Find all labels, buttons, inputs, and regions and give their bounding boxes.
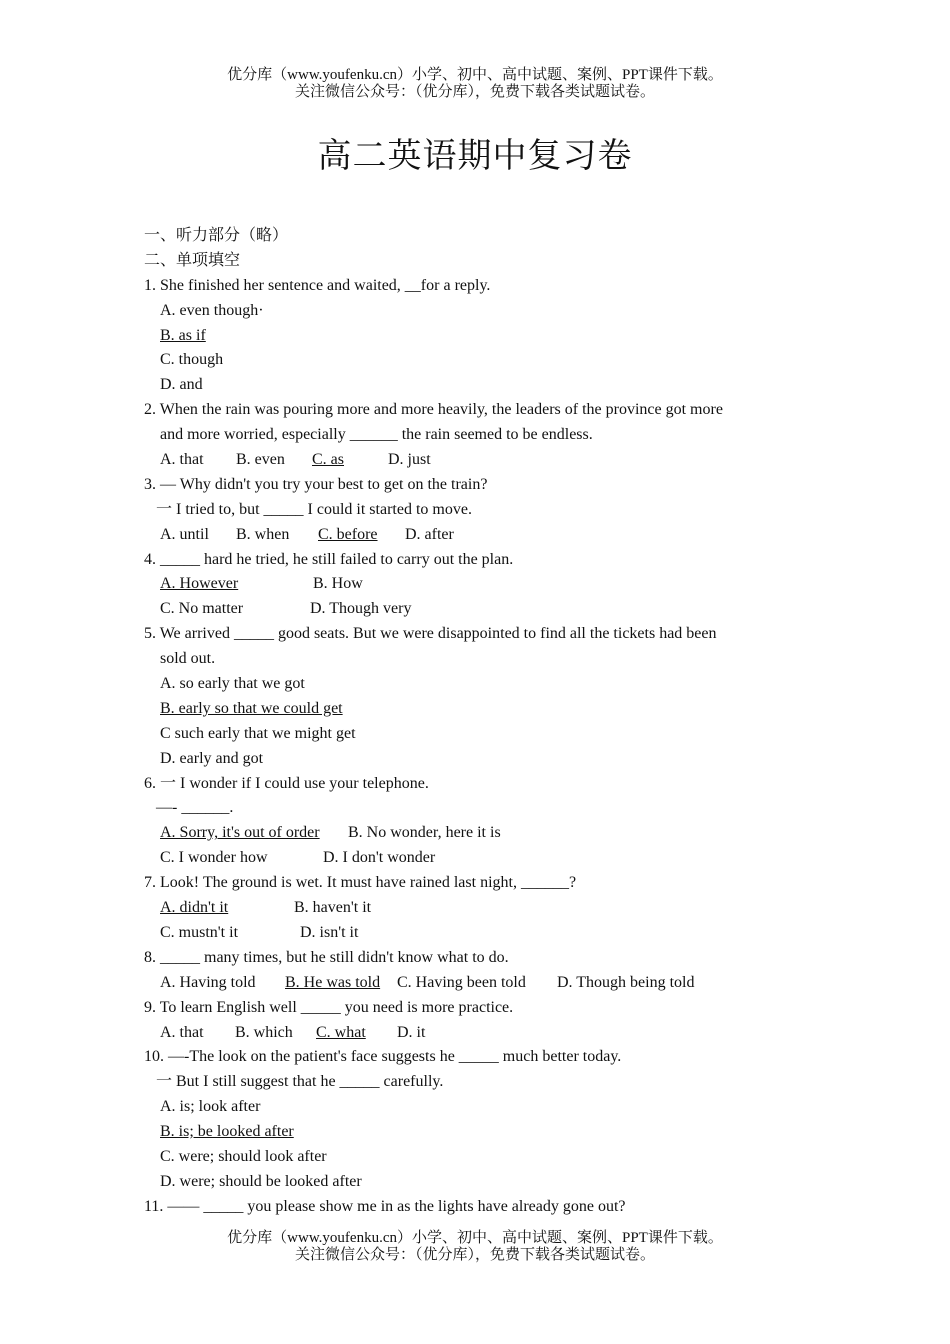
- q7-options-row-2: [144, 921, 784, 946]
- question-11-stem: 11. —— _____ you please show me in as the lights have already gone out?: [144, 1197, 626, 1215]
- question-3-stem-line-1: 3. — Why didn't you try your best to get on the train?: [144, 475, 488, 493]
- section-listening: 一、听力部分（略）: [144, 227, 289, 244]
- q7-option-d: D. isn't it: [300, 923, 359, 941]
- question-8-stem: 8. _____ many times, but he still didn't know what to do.: [144, 948, 509, 966]
- q8-option-c: C. Having been told: [397, 973, 526, 991]
- q6-option-b: B. No wonder, here it is: [348, 824, 501, 842]
- q8-options: [144, 971, 784, 996]
- q10-option-b: [144, 1120, 784, 1145]
- q7-answer-a: A. didn't it: [160, 899, 229, 917]
- q8-option-a: A. Having told: [160, 973, 256, 991]
- q3-option-a: A. until: [160, 525, 209, 543]
- question-9-stem: 9. To learn English well _____ you need is more practice.: [144, 998, 514, 1016]
- q2-options: [144, 448, 784, 473]
- q4-options-row-1: [144, 572, 784, 597]
- q2-option-a: A. that: [160, 451, 204, 469]
- q10-option-c: C. were; should look after: [160, 1147, 327, 1165]
- page-footer: [0, 1230, 950, 1264]
- q1-answer-b: B. as if: [160, 326, 206, 344]
- q6-options-row-1: [144, 821, 784, 846]
- question-10-stem-line-2: 一 But I still suggest that he _____ carefully.: [156, 1073, 444, 1091]
- q2-option-b: B. even: [236, 451, 285, 469]
- exam-body: [144, 224, 784, 1220]
- q3-answer-c: C. before: [318, 525, 378, 543]
- q4-option-c: C. No matter: [160, 600, 244, 618]
- q1-option-b: [144, 324, 784, 349]
- q7-option-b: B. haven't it: [294, 899, 372, 917]
- q2-answer-c: C. as: [312, 451, 344, 469]
- q8-answer-b: B. He was told: [285, 973, 381, 991]
- q10-answer-b: B. is; be looked after: [160, 1123, 294, 1141]
- header-line-1: 优分库（www.youfenku.cn）小学、初中、高中试题、案例、PPT课件下载。: [227, 67, 723, 83]
- question-10-stem-line-1: 10. —-The look on the patient's face suggests he _____ much better today.: [144, 1048, 622, 1066]
- question-5-stem-line-2: sold out.: [160, 650, 216, 668]
- section-single-choice: 二、单项填空: [144, 251, 241, 269]
- page-title: 高二英语期中复习卷: [317, 138, 633, 175]
- q6-answer-a: A. Sorry, it's out of order: [160, 824, 320, 842]
- q6-option-d: D. I don't wonder: [323, 849, 436, 867]
- question-7-stem: 7. Look! The ground is wet. It must have rained last night, ______?: [144, 874, 577, 892]
- question-2-stem-line-1: 2. When the rain was pouring more and more heavily, the leaders of the province got more: [144, 401, 723, 419]
- q3-options: [144, 523, 784, 548]
- q9-option-d: D. it: [397, 1023, 426, 1041]
- q8-option-d: D. Though being told: [557, 973, 695, 991]
- q6-options-row-2: [144, 846, 784, 871]
- q7-options-row-1: [144, 896, 784, 921]
- q10-option-a: A. is; look after: [160, 1098, 261, 1116]
- q5-answer-b: B. early so that we could get: [160, 699, 343, 717]
- header-line-2: 关注微信公众号：（优分库），免费下载各类试题试卷。: [294, 84, 655, 100]
- q1-option-c: C. though: [160, 351, 224, 369]
- q5-option-c: C such early that we might get: [160, 724, 356, 742]
- question-2-stem-line-2: and more worried, especially ______ the rain seemed to be endless.: [160, 426, 593, 444]
- q6-option-c: C. I wonder how: [160, 849, 268, 867]
- q4-answer-a: A. However: [160, 575, 239, 593]
- question-6-stem-line-1: 6. 一 I wonder if I could use your telephone.: [144, 774, 429, 792]
- q9-option-a: A. that: [160, 1023, 204, 1041]
- question-3-stem-line-2: 一 I tried to, but _____ I could it started to move.: [156, 500, 472, 518]
- q3-option-d: D. after: [405, 525, 454, 543]
- question-5-stem-line-1: 5. We arrived _____ good seats. But we were disappointed to find all the tickets had been: [144, 625, 717, 643]
- q9-options: [144, 1021, 784, 1046]
- q3-option-b: B. when: [236, 525, 290, 543]
- footer-line-2: 关注微信公众号：（优分库），免费下载各类试题试卷。: [294, 1247, 655, 1263]
- q4-option-b: B. How: [313, 575, 363, 593]
- q5-option-a: A. so early that we got: [160, 675, 305, 693]
- q7-option-c: C. mustn't it: [160, 923, 239, 941]
- q2-option-d: D. just: [388, 451, 431, 469]
- q9-answer-c: C. what: [316, 1023, 366, 1041]
- q1-option-a: A. even though·: [160, 301, 264, 319]
- footer-line-1: 优分库（www.youfenku.cn）小学、初中、高中试题、案例、PPT课件下载。: [227, 1230, 723, 1246]
- q4-options-row-2: [144, 597, 784, 622]
- question-6-stem-line-2: —- ______.: [156, 799, 234, 817]
- q10-option-d: D. were; should be looked after: [160, 1172, 362, 1190]
- q9-option-b: B. which: [235, 1023, 293, 1041]
- q5-option-d: D. early and got: [160, 749, 264, 767]
- q5-option-b: [144, 697, 784, 722]
- question-4-stem: 4. _____ hard he tried, he still failed to carry out the plan.: [144, 550, 514, 568]
- page-header: [0, 67, 950, 101]
- q1-option-d: D. and: [160, 376, 203, 394]
- question-1-stem: 1. She finished her sentence and waited, __for a reply.: [144, 276, 491, 294]
- q4-option-d: D. Though very: [310, 600, 412, 618]
